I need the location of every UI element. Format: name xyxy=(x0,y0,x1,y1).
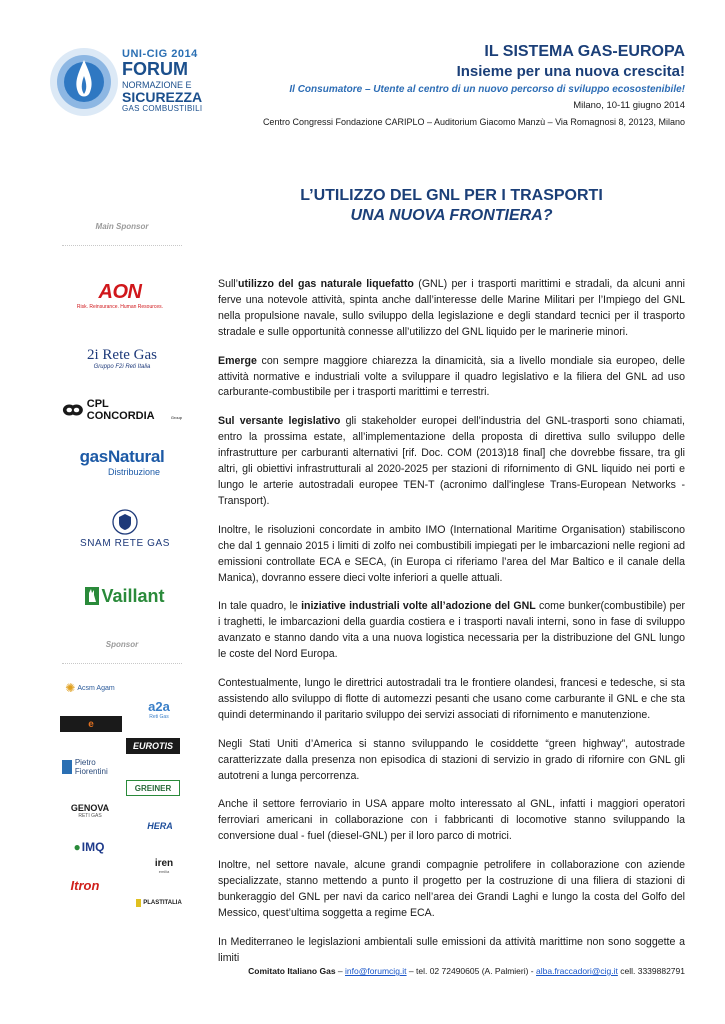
sponsor-name: gasNatural xyxy=(79,447,165,466)
sponsor-eurotis xyxy=(126,738,180,754)
sponsor-vaillant xyxy=(75,584,175,608)
divider xyxy=(62,663,182,664)
sponsor-name: IMQ xyxy=(81,840,105,854)
sponsor-name: GREINER xyxy=(134,783,172,793)
event-title: IL SISTEMA GAS-EUROPA xyxy=(484,43,685,60)
email-link-fraccadori[interactable]: alba.fraccadori@cig.it xyxy=(536,966,618,976)
logo-line3: NORMAZIONE E xyxy=(122,80,192,90)
sun-icon: ✺ xyxy=(65,681,76,695)
pf-mark-icon xyxy=(62,760,72,774)
paragraph: Inoltre, le risoluzioni concordate in ambito IMO (International Maritime Organisation) stabiliscono che dal 1 gennaio 2015 i limiti di zolfo nei combustibili impiegati per le imbarcazioni nelle regioni ad emissioni controllate ECA e SECA, (in Europa ci riferiamo l’area del Mar Baltico e il canale della Manica), dovranno essere dieci volte inferiori a quelle attuali. xyxy=(218,523,685,584)
plastitalia-mark-icon xyxy=(136,899,141,907)
paragraph: Anche il settore ferroviario in USA appare molto interessato al GNL, infatti i maggiori operatori ferroviari americani in collaborazione con i fabbricanti di locomotive stanno sviluppando la conversione dual - fuel (diesel-GNL) per il loro parco di motrici. xyxy=(218,798,685,843)
sponsor-greiner xyxy=(126,780,180,796)
sponsor-name: iren xyxy=(154,858,174,869)
logo-line4: SICUREZZA xyxy=(122,89,203,105)
main-sponsor-label: Main Sponsor xyxy=(95,222,149,231)
snam-shield-icon xyxy=(112,509,138,535)
text: con sempre maggiore chiarezza la dinamicità, sia a livello mondiale sia europeo, delle attività normative e industriali volte a sviluppare il quadro legislativo e la filiera del GNL ad uso carburante-combustibile per i trasporti marittimi e terrestri. xyxy=(218,354,685,399)
sponsor-imq xyxy=(64,838,114,856)
emphasis: Emerge xyxy=(218,354,257,367)
sponsor-iren xyxy=(148,856,180,876)
sponsor-sub: RETI GAS xyxy=(78,813,102,819)
paragraph: Inoltre, nel settore navale, alcune grandi compagnie petrolifere in collaborazione con aziende specializzate, stanno mettendo a punto il progetto per la costruzione di una filiera di stazioni di bunkeraggio del GNL per navi da carico nell’area dei Grandi Laghi e lungo la costa del Golfo del Messico, quest’ultima soggetta a regime ECA. xyxy=(218,859,685,919)
footer-cell: cell. 3339882791 xyxy=(617,966,685,976)
text: gli stakeholder europei dell’industria del GNL-trasporti sono chiamati, entro la prossima estate, all’implementazione della proposta di direttiva sullo sviluppo delle infrastrutture per carburanti alternativi [rif. Doc. COM (2013)18 final] che dovrebbe fissare, tra gli altri, gli obiettivi infrastrutturali al 2020-2025 per stazioni di rifornimento di GNL liquido nei porti e lungo le arterie autostradali europee TEN-T (acronimo dall'inglese Trans-European Networks -Transport). xyxy=(218,415,686,507)
event-header xyxy=(245,42,685,131)
article-title-line2: UNA NUOVA FRONTIERA? xyxy=(350,207,553,224)
sponsor-name: e xyxy=(88,718,94,730)
sponsor-sub: emilia xyxy=(158,869,170,874)
sponsor-a2a xyxy=(134,698,184,720)
sponsor-name: EUROTIS xyxy=(132,741,173,751)
event-subtitle: Insieme per una nuova crescita! xyxy=(456,63,685,80)
sponsor-hera xyxy=(138,818,182,834)
article-title-line1: L’UTILIZZO DEL GNL PER I TRASPORTI xyxy=(300,187,603,204)
sponsor-e xyxy=(60,716,122,732)
paragraph xyxy=(218,414,685,509)
sponsor-name: Acsm Agam xyxy=(77,684,115,692)
sponsor-2i-rete-gas xyxy=(82,338,162,378)
sponsor-name: HERA xyxy=(147,821,173,831)
sponsor-name: CPL CONCORDIA xyxy=(86,398,155,422)
sponsor-label: Sponsor xyxy=(105,640,139,649)
article-body xyxy=(218,277,685,980)
sponsor-name: PLASTITALIA xyxy=(143,900,182,906)
sponsor-name: Itron xyxy=(70,877,100,893)
sponsor-itron xyxy=(62,876,108,894)
sponsor-sidebar xyxy=(62,222,182,246)
dot-icon: ● xyxy=(73,840,81,854)
forum-logo xyxy=(48,46,208,126)
sponsor-sub: Risk. Reinsurance. Human Resources. xyxy=(76,303,164,310)
sponsor-genova-reti-gas xyxy=(62,800,118,822)
text: In tale quadro, le xyxy=(218,600,302,613)
sponsor-name: GENOVA xyxy=(70,803,110,813)
event-date: Milano, 10-11 giugno 2014 xyxy=(573,100,685,111)
sponsor-name: a2a xyxy=(148,698,170,714)
sponsor-name: AON xyxy=(98,280,142,303)
sponsor-name: Pietro Fiorentini xyxy=(74,758,108,776)
sponsor-sub: Reti Gas xyxy=(149,713,169,720)
event-venue: Centro Congressi Fondazione CARIPLO – Auditorium Giacomo Manzù – Via Romagnosi 8, 20123, Milano xyxy=(262,117,685,127)
sponsor-sub: Distribuzione xyxy=(107,467,161,477)
sponsor-plastitalia xyxy=(136,896,182,910)
email-link-info[interactable]: info@forumcig.it xyxy=(345,966,407,976)
paragraph xyxy=(218,599,685,663)
sponsor-sub: Gruppo F2i Reti Italia xyxy=(93,363,151,370)
emphasis: Sul versante legislativo xyxy=(218,415,341,428)
text: come bunker(combustibile) per i traghetti, le imbarcazioni della guardia costiera e i trasporti navali interni, sono in fase di sviluppo avanzato e stanno dando vita a una nuova logistica necessaria per la distribuzione del GNL lungo le coste del Nord Europa. xyxy=(218,600,685,661)
page-footer xyxy=(160,966,685,976)
gas-flame-logo-icon xyxy=(48,46,120,118)
article-title xyxy=(218,186,685,226)
sponsor-aon xyxy=(70,278,170,312)
footer-tel: – tel. 02 72490605 (A. Palmieri) - xyxy=(406,966,537,976)
sponsor-sub: Group xyxy=(170,415,182,420)
paragraph: Contestualmente, lungo le direttrici autostradali tra le frontiere olandesi, francesi e tedesche, si sta assistendo allo sviluppo di flotte di automezzi pesanti che usano come carburante il GNL e che sta quindi determinando il paritario sviluppo dei servizi associati di rifornimento e manutenzione. xyxy=(218,677,685,721)
sponsor-gas-natural xyxy=(72,440,172,484)
footer-sep: – xyxy=(335,966,345,976)
paragraph: In Mediterraneo le legislazioni ambientali sulle emissioni da attività marittime non sono soggette a limiti xyxy=(218,935,685,964)
sponsor-name: 2i Rete Gas xyxy=(87,346,157,363)
logo-line2: FORUM xyxy=(122,59,188,79)
emphasis: utilizzo del gas naturale liquefatto xyxy=(238,278,414,290)
sponsor-pietro-fiorentini xyxy=(62,754,118,780)
footer-org: Comitato Italiano Gas xyxy=(248,966,336,976)
text: (GNL) per i trasporti marittimi e stradali, da alcuni anni ferve una notevole attività, spinta anche dall’interesse delle Marine Militari per l’Impiego del GNL nella propulsione navale, sullo sviluppo della legislazione e degli standard tecnici per il trasporto stradale e sulle opportunità connesse all’utilizzo del GNL liquido per le marinerie minori. xyxy=(218,278,686,338)
sponsor-cpl-concordia xyxy=(62,400,182,420)
sponsor-acsm-agam xyxy=(60,678,120,698)
divider xyxy=(62,245,182,246)
logo-line5: GAS COMBUSTIBILI xyxy=(122,104,203,113)
sponsor-name: SNAM RETE GAS xyxy=(79,538,171,549)
emphasis: iniziative industriali volte all’adozione del GNL xyxy=(301,600,536,613)
event-tagline: Il Consumatore – Utente al centro di un nuovo percorso di sviluppo ecosostenibile! xyxy=(289,84,685,95)
sponsor-name: Vaillant xyxy=(101,585,165,606)
paragraph: Negli Stati Uniti d’America si stanno sviluppando le cosiddette “green highway”, autostrade caratterizzate dalla presenza non episodica di stazioni di servizio in grado di rifornire con GNL gli autotreni a lunga percorrenza. xyxy=(218,737,685,782)
paragraph xyxy=(218,277,685,341)
logo-line1: UNI-CIG 2014 xyxy=(122,48,198,60)
sponsor-section xyxy=(62,640,182,664)
vaillant-hare-icon xyxy=(85,587,99,605)
sponsor-snam-rete-gas xyxy=(70,506,180,552)
paragraph xyxy=(218,354,685,402)
cpl-swirl-icon xyxy=(62,403,84,417)
text: Sull’ xyxy=(218,278,239,290)
